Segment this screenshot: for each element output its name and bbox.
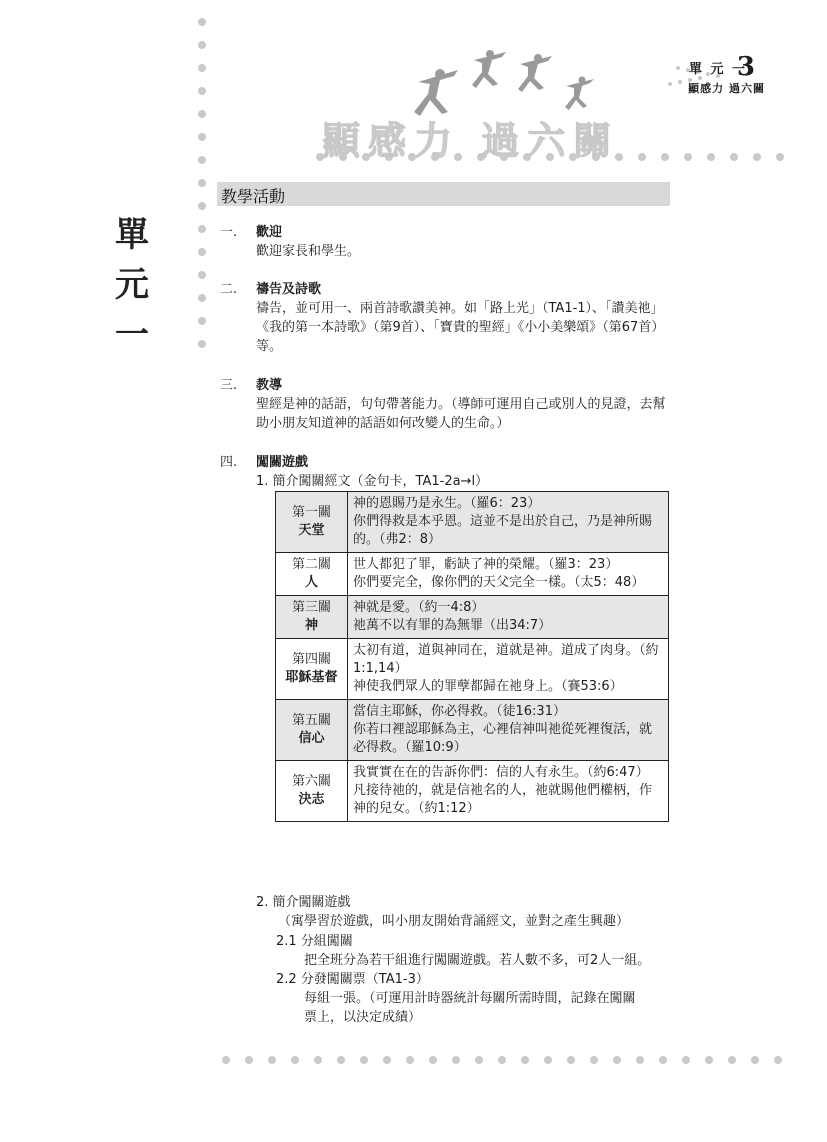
border-dot — [613, 1056, 621, 1064]
verse-line: 太初有道，道與神同在，道就是神。道成了肉身。（約1:1,14） — [353, 643, 659, 676]
level-cell — [276, 639, 348, 700]
border-dot — [222, 1056, 230, 1064]
item-number: 三. — [220, 378, 238, 393]
border-dot — [544, 1056, 552, 1064]
side-tab-char: 元 — [115, 265, 149, 305]
border-dot — [521, 1056, 529, 1064]
border-dot — [753, 153, 761, 161]
level-theme: 神 — [304, 618, 318, 633]
border-dot — [198, 18, 206, 26]
border-dot — [776, 153, 784, 161]
border-dot — [728, 1056, 736, 1064]
section-heading-bar — [217, 182, 670, 206]
side-unit-tab — [112, 210, 152, 360]
level-name: 第四關 — [291, 652, 331, 667]
border-dot — [452, 1056, 460, 1064]
level-theme: 決志 — [298, 792, 325, 807]
subsection-title: 2.2 分發闖關票（TA1-3） — [276, 972, 429, 987]
border-dot — [198, 87, 206, 95]
level-name: 第六關 — [291, 774, 331, 789]
verse-cell — [348, 639, 669, 700]
verse-line: 你們要完全，像你們的天父完全一樣。（太5：48） — [353, 575, 645, 590]
verse-cell — [348, 596, 669, 639]
header-subtitle: 顯感力 過六關 — [688, 82, 765, 95]
border-dot — [751, 1056, 759, 1064]
verse-line: 我實實在在的告訴你們：信的人有永生。（約6:47） — [353, 765, 649, 780]
border-dot — [198, 340, 206, 348]
item-title: 闖關遊戲 — [256, 455, 309, 470]
border-dot — [730, 153, 738, 161]
border-dot — [198, 271, 206, 279]
item-body: 聖經是神的話語，句句帶著能力。（導師可運用自己或別人的見證，去幫助小朋友知道神的話語如何改變人的生命。） — [256, 397, 666, 431]
level-cell — [276, 761, 348, 822]
verse-cell — [348, 761, 669, 822]
level-theme: 耶穌基督 — [285, 670, 338, 685]
border-dot — [774, 1056, 782, 1064]
border-dot — [360, 1056, 368, 1064]
item-title: 禱告及詩歌 — [256, 282, 322, 297]
border-dot — [590, 1056, 598, 1064]
level-cell — [276, 700, 348, 761]
border-dot — [198, 41, 206, 49]
verse-line: 祂萬不以有罪的為無罪（出34:7） — [353, 618, 552, 633]
verse-line: 神使我們眾人的罪孽都歸在祂身上。（賽53:6） — [353, 679, 623, 694]
border-dot — [337, 1056, 345, 1064]
border-dot — [682, 1056, 690, 1064]
table-row — [276, 700, 669, 761]
activity-item-welcome — [220, 223, 670, 263]
item-title: 歡迎 — [256, 225, 283, 240]
table-row — [276, 596, 669, 639]
border-dot — [268, 1056, 276, 1064]
running-figures-icon — [400, 40, 600, 120]
border-dot — [291, 1056, 299, 1064]
border-dot — [198, 248, 206, 256]
item-number: 一. — [220, 225, 238, 240]
subsection-title: 2.1 分組闖關 — [276, 934, 353, 949]
table-row — [276, 492, 669, 553]
unit-label: 單 元 一 — [688, 62, 747, 77]
item-body: 禱告，並可用一、兩首詩歌讚美神。如「路上光」（TA1-1）、「讚美祂」《我的第一本詩歌》（第9首）、「寶貴的聖經」《小小美樂頌》（第67首）等。 — [256, 301, 665, 354]
border-dot — [636, 1056, 644, 1064]
verse-cell — [348, 553, 669, 596]
level-name: 第一關 — [291, 505, 331, 520]
game-intro-note: （寓學習於遊戲，叫小朋友開始背誦經文，並對之產生興趣） — [278, 914, 630, 929]
border-dot — [498, 1056, 506, 1064]
item-body: 歡迎家長和學生。 — [256, 244, 361, 259]
level-theme: 天堂 — [298, 523, 325, 538]
verse-line: 你們得救是本乎恩。這並不是出於自己，乃是神所賜的。（弗2：8） — [353, 514, 653, 547]
side-tab-char: 一 — [115, 315, 149, 355]
verse-line: 你若口裡認耶穌為主，心裡信神叫祂從死裡復活，就必得救。（羅10:9） — [353, 722, 653, 755]
levels-table — [275, 491, 669, 822]
item-number: 四. — [220, 455, 238, 470]
activity-item-prayer — [220, 280, 670, 360]
border-dot — [567, 1056, 575, 1064]
section-title: 教學活動 — [221, 187, 286, 206]
border-dot — [406, 1056, 414, 1064]
border-dot — [198, 133, 206, 141]
table-row — [276, 639, 669, 700]
border-dot — [638, 153, 646, 161]
border-dot — [429, 1056, 437, 1064]
border-dot — [661, 153, 669, 161]
level-name: 第五關 — [291, 713, 331, 728]
border-dot — [245, 1056, 253, 1064]
game-intro-verses: 1. 簡介闖關經文（金句卡，TA1-2a→l） — [256, 474, 489, 489]
border-dot — [659, 1056, 667, 1064]
border-dot — [198, 317, 206, 325]
game-intro-heading: 2. 簡介闖關遊戲 — [256, 895, 351, 910]
level-name: 第三關 — [291, 600, 331, 615]
border-dot — [198, 156, 206, 164]
level-theme: 人 — [304, 575, 318, 590]
item-title: 教導 — [256, 378, 283, 393]
subsection-body: 票上，以決定成績） — [304, 1010, 422, 1025]
level-cell — [276, 492, 348, 553]
border-dot — [383, 1056, 391, 1064]
table-row — [276, 761, 669, 822]
border-dot — [198, 110, 206, 118]
watermark-title: 顯感力 過六關 — [322, 119, 620, 163]
table-row — [276, 553, 669, 596]
verse-line: 凡接待祂的，就是信祂名的人，祂就賜他們權柄，作神的兒女。（約1:12） — [353, 783, 653, 816]
activity-item-teaching — [220, 376, 670, 436]
border-dot — [198, 179, 206, 187]
subsection-body: 每組一張。（可運用計時器統計每關所需時間，記錄在闖關 — [304, 991, 636, 1006]
border-dot — [475, 1056, 483, 1064]
border-dot — [684, 153, 692, 161]
border-dot — [314, 1056, 322, 1064]
border-dot — [198, 294, 206, 302]
border-dot — [198, 202, 206, 210]
page-number: 3 — [736, 52, 755, 82]
item-number: 二. — [220, 282, 238, 297]
side-tab-char: 單 — [115, 215, 149, 255]
border-dot — [707, 153, 715, 161]
activity-item-game — [220, 453, 670, 473]
level-theme: 信心 — [298, 731, 325, 746]
level-cell — [276, 596, 348, 639]
verse-line: 神就是愛。（約一4:8） — [353, 600, 485, 615]
verse-line: 神的恩賜乃是永生。（羅6：23） — [353, 496, 541, 511]
verse-line: 世人都犯了罪，虧缺了神的榮耀。（羅3：23） — [353, 557, 619, 572]
level-cell — [276, 553, 348, 596]
border-dot — [705, 1056, 713, 1064]
verse-cell — [348, 700, 669, 761]
border-dot — [198, 225, 206, 233]
border-dot — [198, 64, 206, 72]
subsection-body: 把全班分為若干組進行闖關遊戲。若人數不多，可2人一組。 — [304, 953, 651, 968]
verse-line: 當信主耶穌，你必得救。（徒16:31） — [353, 704, 566, 719]
verse-cell — [348, 492, 669, 553]
level-name: 第二關 — [291, 557, 331, 572]
